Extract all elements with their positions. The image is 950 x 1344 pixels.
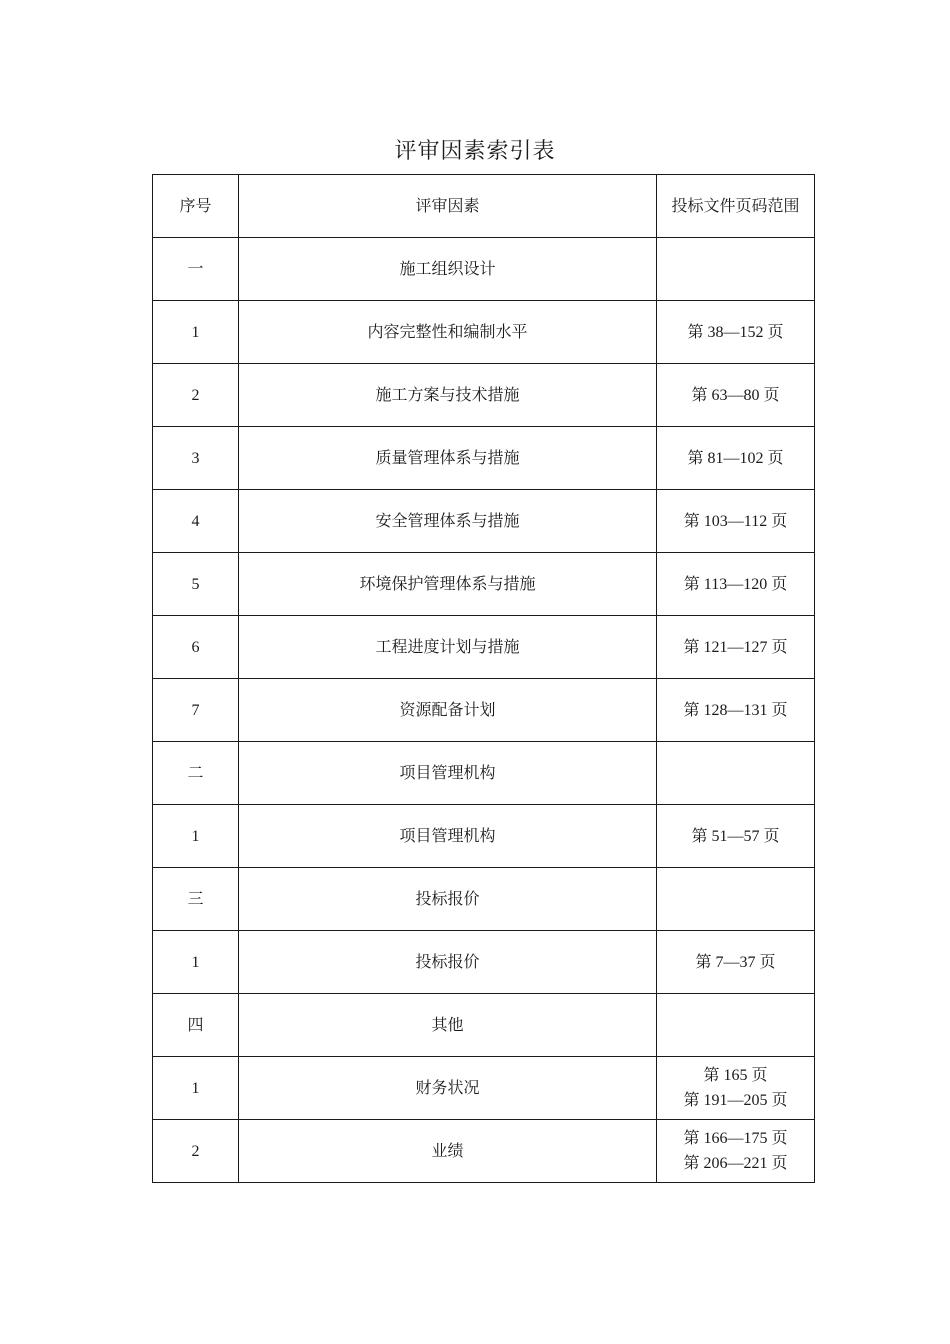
table-row xyxy=(153,742,815,805)
page-range-text: 第 113—120 页 xyxy=(683,575,788,593)
row-factor: 内容完整性和编制水平 xyxy=(239,301,657,364)
table-row xyxy=(153,1120,815,1183)
row-seq: 3 xyxy=(153,427,239,490)
row-page-range xyxy=(657,301,815,364)
table-row xyxy=(153,553,815,616)
row-seq: 二 xyxy=(153,742,239,805)
row-page-range xyxy=(657,868,815,931)
page-range-text: 第 81—102 页 xyxy=(687,449,784,467)
table-row xyxy=(153,427,815,490)
row-factor: 施工方案与技术措施 xyxy=(239,364,657,427)
document-title: 评审因素索引表 xyxy=(394,138,556,163)
row-factor: 其他 xyxy=(239,994,657,1057)
row-page-range xyxy=(657,553,815,616)
row-page-range xyxy=(657,490,815,553)
row-factor: 工程进度计划与措施 xyxy=(239,616,657,679)
row-seq: 1 xyxy=(153,805,239,868)
row-seq: 5 xyxy=(153,553,239,616)
table-row xyxy=(153,238,815,301)
table-header-row xyxy=(153,175,815,238)
row-factor: 环境保护管理体系与措施 xyxy=(239,553,657,616)
row-page-range xyxy=(657,805,815,868)
row-factor: 业绩 xyxy=(239,1120,657,1183)
row-factor: 质量管理体系与措施 xyxy=(239,427,657,490)
row-page-range xyxy=(657,742,815,805)
table-row xyxy=(153,868,815,931)
page-range-text: 第 206—221 页 xyxy=(683,1155,788,1172)
header-pages: 投标文件页码范围 xyxy=(657,175,815,238)
table-row xyxy=(153,490,815,553)
page-range-text: 第 165 页 xyxy=(703,1067,768,1084)
row-factor: 财务状况 xyxy=(239,1057,657,1120)
row-factor: 投标报价 xyxy=(239,931,657,994)
table-row xyxy=(153,679,815,742)
row-seq: 一 xyxy=(153,238,239,301)
page-range-text: 第 121—127 页 xyxy=(683,638,788,656)
page-range-text: 第 63—80 页 xyxy=(691,386,780,404)
row-seq: 四 xyxy=(153,994,239,1057)
row-seq: 7 xyxy=(153,679,239,742)
row-page-range xyxy=(657,1057,815,1120)
page-range-text: 第 128—131 页 xyxy=(683,701,788,719)
page-range-text: 第 51—57 页 xyxy=(691,827,780,845)
page-range-text: 第 7—37 页 xyxy=(695,953,776,971)
row-seq: 1 xyxy=(153,1057,239,1120)
row-page-range xyxy=(657,427,815,490)
row-factor: 资源配备计划 xyxy=(239,679,657,742)
row-seq: 2 xyxy=(153,364,239,427)
row-factor: 施工组织设计 xyxy=(239,238,657,301)
page-range-text: 第 191—205 页 xyxy=(683,1092,788,1109)
row-factor: 投标报价 xyxy=(239,868,657,931)
table-row xyxy=(153,301,815,364)
row-seq: 1 xyxy=(153,931,239,994)
page-range-text: 第 166—175 页 xyxy=(683,1130,788,1147)
row-seq: 2 xyxy=(153,1120,239,1183)
table-row xyxy=(153,931,815,994)
table-row xyxy=(153,994,815,1057)
row-page-range xyxy=(657,616,815,679)
row-seq: 6 xyxy=(153,616,239,679)
table-row xyxy=(153,805,815,868)
header-seq: 序号 xyxy=(153,175,239,238)
row-seq: 三 xyxy=(153,868,239,931)
row-factor: 安全管理体系与措施 xyxy=(239,490,657,553)
row-page-range xyxy=(657,994,815,1057)
row-page-range xyxy=(657,679,815,742)
page-range-text: 第 38—152 页 xyxy=(687,323,784,341)
row-seq: 1 xyxy=(153,301,239,364)
table-body xyxy=(153,175,815,1183)
row-factor: 项目管理机构 xyxy=(239,742,657,805)
table-row xyxy=(153,364,815,427)
row-page-range xyxy=(657,1120,815,1183)
table-row xyxy=(153,1057,815,1120)
evaluation-factor-index-table xyxy=(152,174,815,1183)
row-seq: 4 xyxy=(153,490,239,553)
table-row xyxy=(153,616,815,679)
row-page-range xyxy=(657,238,815,301)
header-factor: 评审因素 xyxy=(239,175,657,238)
page-range-text: 第 103—112 页 xyxy=(683,512,788,530)
row-factor: 项目管理机构 xyxy=(239,805,657,868)
row-page-range xyxy=(657,931,815,994)
row-page-range xyxy=(657,364,815,427)
